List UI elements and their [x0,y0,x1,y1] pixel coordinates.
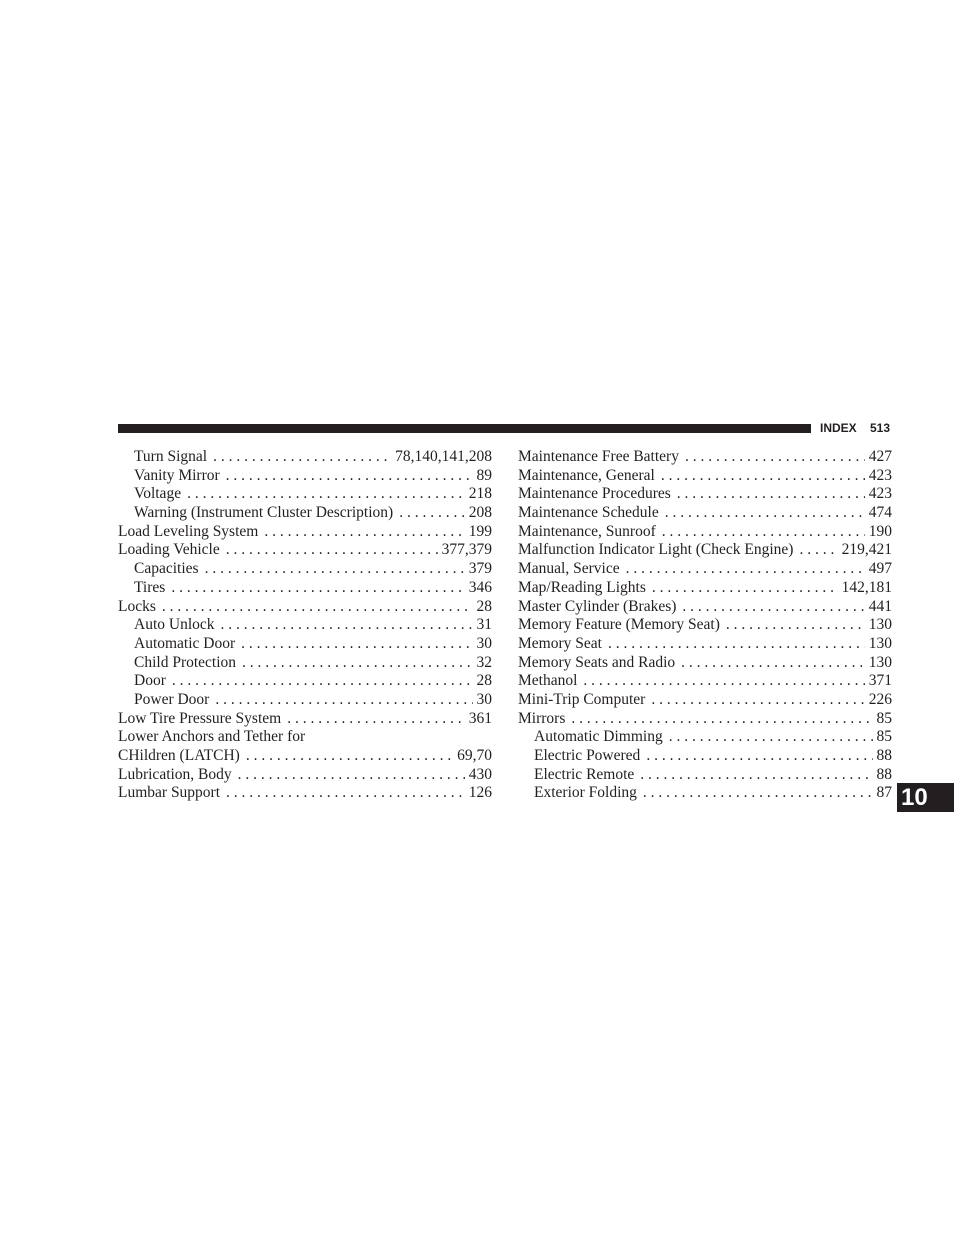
index-entry [118,766,492,785]
index-page-ref: 28 [476,597,492,615]
index-entry [518,654,892,673]
index-page-ref: 219,421 [841,541,892,559]
index-entry [518,616,892,635]
index-entry [118,635,492,654]
index-page-ref: 130 [868,653,892,671]
dot-leader [241,635,472,654]
dot-leader [665,504,865,523]
index-page-ref: 423 [868,485,892,503]
index-entry [118,710,492,729]
index-term: Memory Seats and Radio [518,653,676,671]
dot-leader [799,541,837,560]
index-page-ref: 30 [476,634,492,652]
index-entry [518,504,892,523]
index-entry [118,728,492,747]
dot-leader [171,579,464,598]
index-term: Turn Signal [134,448,208,465]
index-page-ref: 89 [476,466,492,484]
index-entry [518,635,892,654]
index-page-ref: 31 [476,616,492,634]
index-term: Maintenance Schedule [518,504,659,522]
index-term: Tires [134,578,166,596]
index-term: Mirrors [518,709,566,727]
index-term: Map/Reading Lights [518,578,646,596]
index-column-right [518,448,892,803]
running-header-title: INDEX [820,421,857,435]
index-page-ref: 69,70 [457,747,492,764]
header-rule [118,424,811,433]
index-entry [518,560,892,579]
dot-leader [215,691,472,710]
dot-leader [399,504,465,523]
index-page-ref: 142,181 [841,578,892,596]
page-number: 513 [870,421,891,435]
dot-leader [626,560,865,579]
index-page-ref: 199 [468,522,492,540]
index-entry [518,598,892,617]
index-term: Load Leveling System [118,522,259,540]
index-page-ref: 346 [468,578,492,596]
index-page-ref: 208 [468,504,492,522]
index-term: Vanity Mirror [134,466,220,484]
index-term: Warning (Instrument Cluster Description) [134,504,394,522]
index-entry [118,448,492,467]
index-term: Manual, Service [518,560,620,578]
index-page-ref: 88 [876,747,892,764]
dot-leader [213,448,391,467]
index-entry [518,784,892,803]
dot-leader [677,485,865,504]
index-entry [518,523,892,542]
dot-leader [238,766,465,785]
dot-leader [643,784,873,803]
index-term: Loading Vehicle [118,541,220,559]
index-entry [118,560,492,579]
index-entry [518,579,892,598]
index-term: CHildren (LATCH) [118,747,240,764]
index-entry [118,485,492,504]
index-page-ref: 88 [876,765,892,783]
index-entry [518,710,892,729]
index-entry [518,728,892,747]
index-term: Capacities [134,560,199,578]
index-page-ref: 85 [876,709,892,727]
dot-leader [640,766,872,785]
index-entry [118,616,492,635]
index-page-ref: 130 [868,634,892,652]
dot-leader [246,747,453,766]
index-entry [118,579,492,598]
dot-leader [583,672,864,691]
index-page-ref: 87 [876,784,892,802]
index-entry [118,672,492,691]
index-page-ref: 126 [468,784,492,802]
index-term: Auto Unlock [134,616,215,634]
index-page-ref: 441 [868,597,892,615]
index-term: Voltage [134,485,182,503]
index-page-ref: 430 [468,765,492,783]
dot-leader [264,523,464,542]
dot-leader [287,710,465,729]
index-term: Automatic Door [134,634,236,652]
dot-leader [226,784,465,803]
index-entry [518,448,892,467]
index-page-ref: 497 [868,560,892,578]
index-entry [518,691,892,710]
index-term: Automatic Dimming [534,728,663,746]
index-term: Memory Seat [518,634,602,652]
index-column-left [118,448,492,803]
dot-leader [221,616,473,635]
index-term: Mini-Trip Computer [518,690,646,708]
index-page-ref: 190 [868,522,892,540]
dot-leader [172,672,473,691]
index-entry [518,485,892,504]
dot-leader [681,654,865,673]
index-entry [518,747,892,766]
index-page-ref: 130 [868,616,892,634]
index-entry [518,467,892,486]
index-page-ref: 427 [868,448,892,465]
dot-leader [662,523,865,542]
index-term: Maintenance Free Battery [518,448,679,465]
index-page-ref: 28 [476,672,492,690]
index-term: Memory Feature (Memory Seat) [518,616,720,634]
index-entry [518,541,892,560]
index-entry [118,467,492,486]
index-term: Methanol [518,672,578,690]
index-term: Power Door [134,690,210,708]
index-page-ref: 361 [468,709,492,727]
index-entry [518,672,892,691]
index-page-ref: 226 [868,690,892,708]
dot-leader [242,654,472,673]
dot-leader [682,598,864,617]
index-page-ref: 371 [868,672,892,690]
index-entry [118,541,492,560]
index-term: Electric Remote [534,765,635,783]
index-entry [118,747,492,766]
dot-leader [726,616,865,635]
dot-leader [661,467,865,486]
dot-leader [226,541,438,560]
dot-leader [646,747,872,766]
index-entry [118,504,492,523]
dot-leader [651,691,864,710]
index-term: Lubrication, Body [118,765,232,783]
index-term: Lower Anchors and Tether for [118,728,306,746]
index-page-ref: 423 [868,466,892,484]
index-term: Door [134,672,166,690]
index-term: Maintenance Procedures [518,485,671,503]
dot-leader [187,485,465,504]
index-page-ref: 78,140,141,208 [395,448,492,465]
index-page-ref: 30 [476,690,492,708]
dot-leader [205,560,465,579]
index-term: Maintenance, Sunroof [518,522,656,540]
index-entry [118,523,492,542]
index-entry [118,654,492,673]
dot-leader [685,448,865,467]
index-term: Locks [118,597,156,615]
dot-leader [571,710,872,729]
index-term: Electric Powered [534,747,641,764]
dot-leader [162,598,473,617]
dot-leader [652,579,838,598]
index-page-ref: 474 [868,504,892,522]
index-page-ref: 32 [476,653,492,671]
index-term: Low Tire Pressure System [118,709,282,727]
dot-leader [669,728,873,747]
index-page-ref: 218 [468,485,492,503]
index-term: Lumbar Support [118,784,221,802]
index-page-ref: 85 [876,728,892,746]
index-page-ref: 377,379 [441,541,492,559]
index-entry [118,784,492,803]
index-entry [118,691,492,710]
dot-leader [608,635,865,654]
index-term: Child Protection [134,653,237,671]
index-term: Maintenance, General [518,466,655,484]
index-term: Exterior Folding [534,784,637,802]
chapter-tab: 10 [897,783,954,812]
index-term: Master Cylinder (Brakes) [518,597,677,615]
index-entry [118,598,492,617]
index-term: Malfunction Indicator Light (Check Engine) [518,541,794,559]
index-page-ref: 379 [468,560,492,578]
index-entry [518,766,892,785]
dot-leader [226,467,473,486]
